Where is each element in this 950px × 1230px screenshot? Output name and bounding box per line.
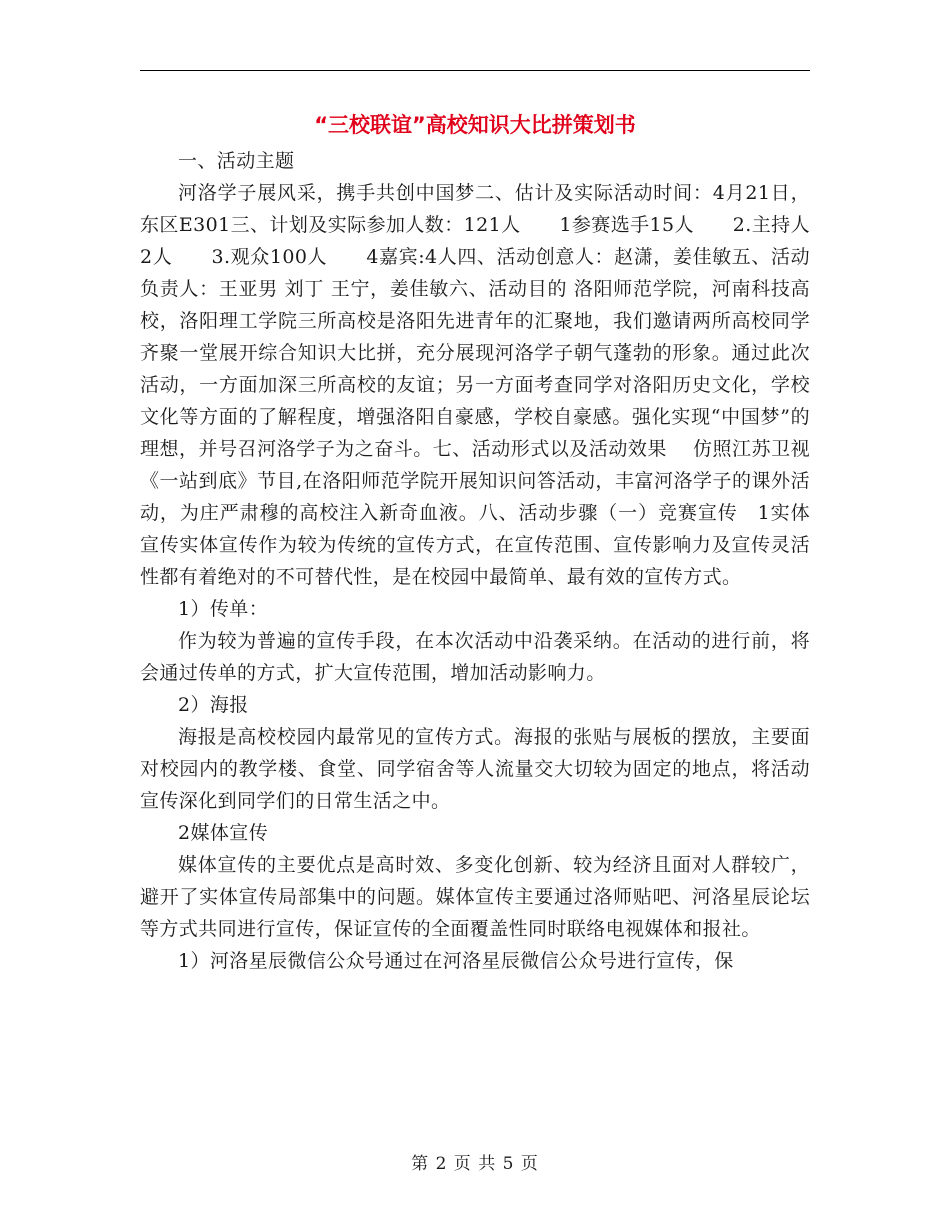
subheading-media: 2媒体宣传	[178, 822, 269, 844]
header-rule	[140, 70, 810, 71]
subheading-flyers: 1）传单：	[178, 598, 269, 620]
body-paragraph-main: 河洛学子展风采，携手共创中国梦二、估计及实际活动时间：4月21日，东区E301三、计划及实际参加人数：121人 1参赛选手15人 2.主持人2人 3.观众100人 4嘉宾:4人四、活动创意人：赵潇，姜佳敏五、活动负责人：王亚男 刘丁 王宁，姜佳敏六、活动目的 洛阳师范学院，河南科技高校，洛阳理工学院三所高校是洛阳先进青年的汇聚地，我们邀请两所高校同学齐聚一堂展开综合知识大比拼，充分展现河洛学子朝气蓬勃的形象。通过此次活动，一方面加深三所高校的友谊；另一方面考查同学对洛阳历史文化，学校文化等方面的了解程度，增强洛阳自豪感，学校自豪感。强化实现“中国梦”的理想，并号召河洛学子为之奋斗。七、活动形式以及活动效果 仿照江苏卫视《一站到底》节目,在洛阳师范学院开展知识问答活动，丰富河洛学子的课外活动，为庄严肃穆的高校注入新奇血液。八、活动步骤（一）竞赛宣传 1实体宣传实体宣传作为较为传统的宣传方式，在宣传范围、宣传影响力及宣传灵活性都有着绝对的不可替代性，是在校园中最简单、最有效的宣传方式。	[140, 182, 810, 588]
section-heading-theme: 一、活动主题	[178, 150, 295, 172]
page-footer: 第 2 页 共 5 页	[411, 1154, 539, 1174]
body-paragraph-media: 媒体宣传的主要优点是高时效、多变化创新、较为经济且面对人群较广，避开了实体宣传局部集中的问题。媒体宣传主要通过洛师贴吧、河洛星辰论坛等方式共同进行宣传，保证宣传的全面覆盖性同时联络电视媒体和报社。	[140, 854, 810, 940]
body-paragraph-posters: 海报是高校校园内最常见的宣传方式。海报的张贴与展板的摆放，主要面对校园内的教学楼、食堂、同学宿舍等人流量交大切较为固定的地点，将活动宣传深化到同学们的日常生活之中。	[140, 726, 810, 812]
document-body	[140, 145, 810, 977]
document-title: “三校联谊”高校知识大比拼策划书	[314, 113, 636, 137]
subheading-posters: 2）海报	[178, 694, 249, 716]
body-paragraph-wechat: 1）河洛星辰微信公众号通过在河洛星辰微信公众号进行宣传，保	[178, 950, 734, 972]
body-paragraph-flyers: 作为较为普遍的宣传手段，在本次活动中沿袭采纳。在活动的进行前，将会通过传单的方式，扩大宣传范围，增加活动影响力。	[140, 630, 810, 684]
